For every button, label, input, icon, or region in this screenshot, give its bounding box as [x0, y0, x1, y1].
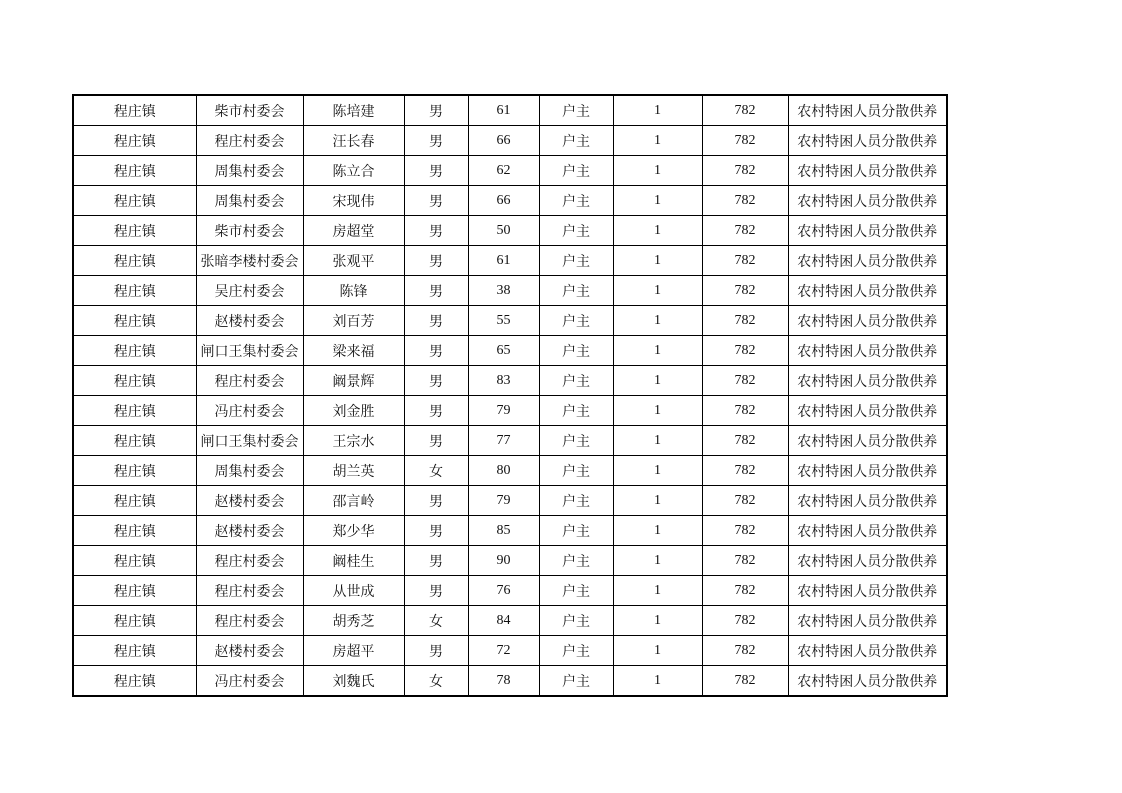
cell-count: 1 [613, 276, 702, 306]
table-row [73, 186, 947, 216]
cell-category: 农村特困人员分散供养 [788, 666, 947, 697]
cell-age: 38 [468, 276, 539, 306]
cell-amount: 782 [702, 396, 788, 426]
cell-category: 农村特困人员分散供养 [788, 516, 947, 546]
cell-count: 1 [613, 636, 702, 666]
table-row [73, 276, 947, 306]
cell-village: 周集村委会 [196, 456, 303, 486]
cell-name: 梁来福 [303, 336, 404, 366]
cell-gender: 男 [404, 546, 468, 576]
cell-category: 农村特困人员分散供养 [788, 216, 947, 246]
cell-age: 85 [468, 516, 539, 546]
cell-name: 房超平 [303, 636, 404, 666]
cell-village: 吴庄村委会 [196, 276, 303, 306]
cell-relation: 户主 [539, 156, 613, 186]
cell-village: 闸口王集村委会 [196, 336, 303, 366]
cell-name: 从世成 [303, 576, 404, 606]
table-row [73, 396, 947, 426]
cell-amount: 782 [702, 126, 788, 156]
cell-town: 程庄镇 [73, 95, 196, 126]
cell-village: 程庄村委会 [196, 576, 303, 606]
cell-name: 刘魏氏 [303, 666, 404, 697]
cell-relation: 户主 [539, 95, 613, 126]
cell-relation: 户主 [539, 126, 613, 156]
table-row [73, 546, 947, 576]
cell-name: 刘百芳 [303, 306, 404, 336]
cell-age: 76 [468, 576, 539, 606]
cell-count: 1 [613, 216, 702, 246]
cell-name: 房超堂 [303, 216, 404, 246]
cell-gender: 男 [404, 366, 468, 396]
cell-amount: 782 [702, 426, 788, 456]
cell-gender: 男 [404, 396, 468, 426]
cell-relation: 户主 [539, 186, 613, 216]
cell-category: 农村特困人员分散供养 [788, 126, 947, 156]
cell-amount: 782 [702, 95, 788, 126]
cell-category: 农村特困人员分散供养 [788, 246, 947, 276]
cell-name: 汪长春 [303, 126, 404, 156]
cell-amount: 782 [702, 666, 788, 697]
cell-gender: 男 [404, 516, 468, 546]
cell-count: 1 [613, 456, 702, 486]
cell-amount: 782 [702, 186, 788, 216]
table-row [73, 666, 947, 697]
cell-village: 赵楼村委会 [196, 306, 303, 336]
table-row [73, 366, 947, 396]
cell-relation: 户主 [539, 576, 613, 606]
cell-age: 55 [468, 306, 539, 336]
table-row [73, 95, 947, 126]
cell-category: 农村特困人员分散供养 [788, 426, 947, 456]
cell-town: 程庄镇 [73, 366, 196, 396]
cell-town: 程庄镇 [73, 666, 196, 697]
cell-count: 1 [613, 306, 702, 336]
cell-age: 65 [468, 336, 539, 366]
cell-category: 农村特困人员分散供养 [788, 336, 947, 366]
cell-relation: 户主 [539, 546, 613, 576]
cell-count: 1 [613, 576, 702, 606]
cell-relation: 户主 [539, 456, 613, 486]
cell-name: 陈立合 [303, 156, 404, 186]
cell-amount: 782 [702, 276, 788, 306]
table-row [73, 426, 947, 456]
cell-village: 周集村委会 [196, 156, 303, 186]
cell-age: 66 [468, 186, 539, 216]
recipient-table [72, 94, 948, 697]
cell-amount: 782 [702, 456, 788, 486]
cell-relation: 户主 [539, 306, 613, 336]
cell-gender: 女 [404, 666, 468, 697]
cell-gender: 男 [404, 95, 468, 126]
cell-count: 1 [613, 606, 702, 636]
cell-relation: 户主 [539, 636, 613, 666]
cell-town: 程庄镇 [73, 156, 196, 186]
cell-category: 农村特困人员分散供养 [788, 396, 947, 426]
cell-count: 1 [613, 246, 702, 276]
cell-amount: 782 [702, 606, 788, 636]
cell-gender: 女 [404, 456, 468, 486]
cell-category: 农村特困人员分散供养 [788, 576, 947, 606]
cell-gender: 男 [404, 186, 468, 216]
cell-town: 程庄镇 [73, 546, 196, 576]
cell-gender: 男 [404, 276, 468, 306]
cell-count: 1 [613, 426, 702, 456]
cell-village: 赵楼村委会 [196, 486, 303, 516]
table-row [73, 606, 947, 636]
cell-age: 80 [468, 456, 539, 486]
table-row [73, 216, 947, 246]
cell-name: 胡兰英 [303, 456, 404, 486]
cell-gender: 男 [404, 336, 468, 366]
cell-village: 周集村委会 [196, 186, 303, 216]
cell-relation: 户主 [539, 426, 613, 456]
cell-gender: 男 [404, 486, 468, 516]
cell-amount: 782 [702, 156, 788, 186]
cell-category: 农村特困人员分散供养 [788, 486, 947, 516]
cell-gender: 女 [404, 606, 468, 636]
cell-age: 77 [468, 426, 539, 456]
cell-village: 程庄村委会 [196, 546, 303, 576]
cell-town: 程庄镇 [73, 396, 196, 426]
cell-gender: 男 [404, 306, 468, 336]
cell-town: 程庄镇 [73, 216, 196, 246]
cell-count: 1 [613, 396, 702, 426]
cell-town: 程庄镇 [73, 276, 196, 306]
cell-name: 陈锋 [303, 276, 404, 306]
cell-town: 程庄镇 [73, 636, 196, 666]
cell-name: 宋现伟 [303, 186, 404, 216]
table-row [73, 336, 947, 366]
cell-amount: 782 [702, 366, 788, 396]
table-row [73, 456, 947, 486]
cell-gender: 男 [404, 126, 468, 156]
cell-age: 66 [468, 126, 539, 156]
cell-count: 1 [613, 95, 702, 126]
cell-name: 阚桂生 [303, 546, 404, 576]
cell-category: 农村特困人员分散供养 [788, 366, 947, 396]
cell-village: 赵楼村委会 [196, 516, 303, 546]
cell-village: 程庄村委会 [196, 366, 303, 396]
cell-village: 冯庄村委会 [196, 666, 303, 697]
cell-name: 阚景辉 [303, 366, 404, 396]
cell-amount: 782 [702, 306, 788, 336]
cell-village: 冯庄村委会 [196, 396, 303, 426]
cell-name: 陈培建 [303, 95, 404, 126]
cell-category: 农村特困人员分散供养 [788, 156, 947, 186]
cell-name: 王宗水 [303, 426, 404, 456]
cell-age: 78 [468, 666, 539, 697]
cell-count: 1 [613, 516, 702, 546]
cell-category: 农村特困人员分散供养 [788, 95, 947, 126]
cell-gender: 男 [404, 216, 468, 246]
cell-count: 1 [613, 186, 702, 216]
table-row [73, 126, 947, 156]
cell-town: 程庄镇 [73, 126, 196, 156]
cell-name: 胡秀芝 [303, 606, 404, 636]
cell-age: 84 [468, 606, 539, 636]
cell-count: 1 [613, 486, 702, 516]
cell-gender: 男 [404, 246, 468, 276]
cell-relation: 户主 [539, 486, 613, 516]
cell-age: 61 [468, 246, 539, 276]
cell-category: 农村特困人员分散供养 [788, 546, 947, 576]
cell-relation: 户主 [539, 216, 613, 246]
cell-gender: 男 [404, 576, 468, 606]
cell-age: 62 [468, 156, 539, 186]
cell-town: 程庄镇 [73, 606, 196, 636]
cell-amount: 782 [702, 336, 788, 366]
cell-age: 90 [468, 546, 539, 576]
cell-town: 程庄镇 [73, 516, 196, 546]
cell-age: 50 [468, 216, 539, 246]
cell-count: 1 [613, 126, 702, 156]
cell-town: 程庄镇 [73, 426, 196, 456]
cell-category: 农村特困人员分散供养 [788, 636, 947, 666]
cell-village: 闸口王集村委会 [196, 426, 303, 456]
cell-village: 程庄村委会 [196, 126, 303, 156]
cell-village: 柴市村委会 [196, 216, 303, 246]
cell-count: 1 [613, 546, 702, 576]
cell-count: 1 [613, 366, 702, 396]
cell-age: 72 [468, 636, 539, 666]
cell-relation: 户主 [539, 396, 613, 426]
cell-amount: 782 [702, 576, 788, 606]
cell-category: 农村特困人员分散供养 [788, 306, 947, 336]
cell-amount: 782 [702, 546, 788, 576]
cell-name: 张观平 [303, 246, 404, 276]
cell-village: 柴市村委会 [196, 95, 303, 126]
cell-gender: 男 [404, 156, 468, 186]
cell-gender: 男 [404, 636, 468, 666]
cell-relation: 户主 [539, 606, 613, 636]
cell-count: 1 [613, 666, 702, 697]
cell-relation: 户主 [539, 276, 613, 306]
cell-age: 79 [468, 396, 539, 426]
cell-relation: 户主 [539, 516, 613, 546]
cell-town: 程庄镇 [73, 246, 196, 276]
cell-age: 83 [468, 366, 539, 396]
cell-town: 程庄镇 [73, 576, 196, 606]
cell-amount: 782 [702, 246, 788, 276]
cell-town: 程庄镇 [73, 456, 196, 486]
cell-count: 1 [613, 336, 702, 366]
table-body [73, 95, 947, 696]
cell-age: 79 [468, 486, 539, 516]
cell-town: 程庄镇 [73, 186, 196, 216]
cell-town: 程庄镇 [73, 336, 196, 366]
cell-village: 张暗李楼村委会 [196, 246, 303, 276]
cell-relation: 户主 [539, 366, 613, 396]
cell-name: 邵言岭 [303, 486, 404, 516]
table-row [73, 576, 947, 606]
cell-category: 农村特困人员分散供养 [788, 276, 947, 306]
table-row [73, 486, 947, 516]
cell-village: 程庄村委会 [196, 606, 303, 636]
cell-name: 郑少华 [303, 516, 404, 546]
cell-name: 刘金胜 [303, 396, 404, 426]
cell-category: 农村特困人员分散供养 [788, 186, 947, 216]
cell-relation: 户主 [539, 246, 613, 276]
table-row [73, 246, 947, 276]
cell-town: 程庄镇 [73, 306, 196, 336]
cell-amount: 782 [702, 486, 788, 516]
cell-category: 农村特困人员分散供养 [788, 456, 947, 486]
cell-amount: 782 [702, 216, 788, 246]
table-row [73, 306, 947, 336]
cell-relation: 户主 [539, 336, 613, 366]
table-row [73, 516, 947, 546]
cell-town: 程庄镇 [73, 486, 196, 516]
cell-relation: 户主 [539, 666, 613, 697]
cell-amount: 782 [702, 636, 788, 666]
cell-gender: 男 [404, 426, 468, 456]
cell-count: 1 [613, 156, 702, 186]
cell-amount: 782 [702, 516, 788, 546]
cell-age: 61 [468, 95, 539, 126]
table-row [73, 156, 947, 186]
table-row [73, 636, 947, 666]
cell-category: 农村特困人员分散供养 [788, 606, 947, 636]
cell-village: 赵楼村委会 [196, 636, 303, 666]
